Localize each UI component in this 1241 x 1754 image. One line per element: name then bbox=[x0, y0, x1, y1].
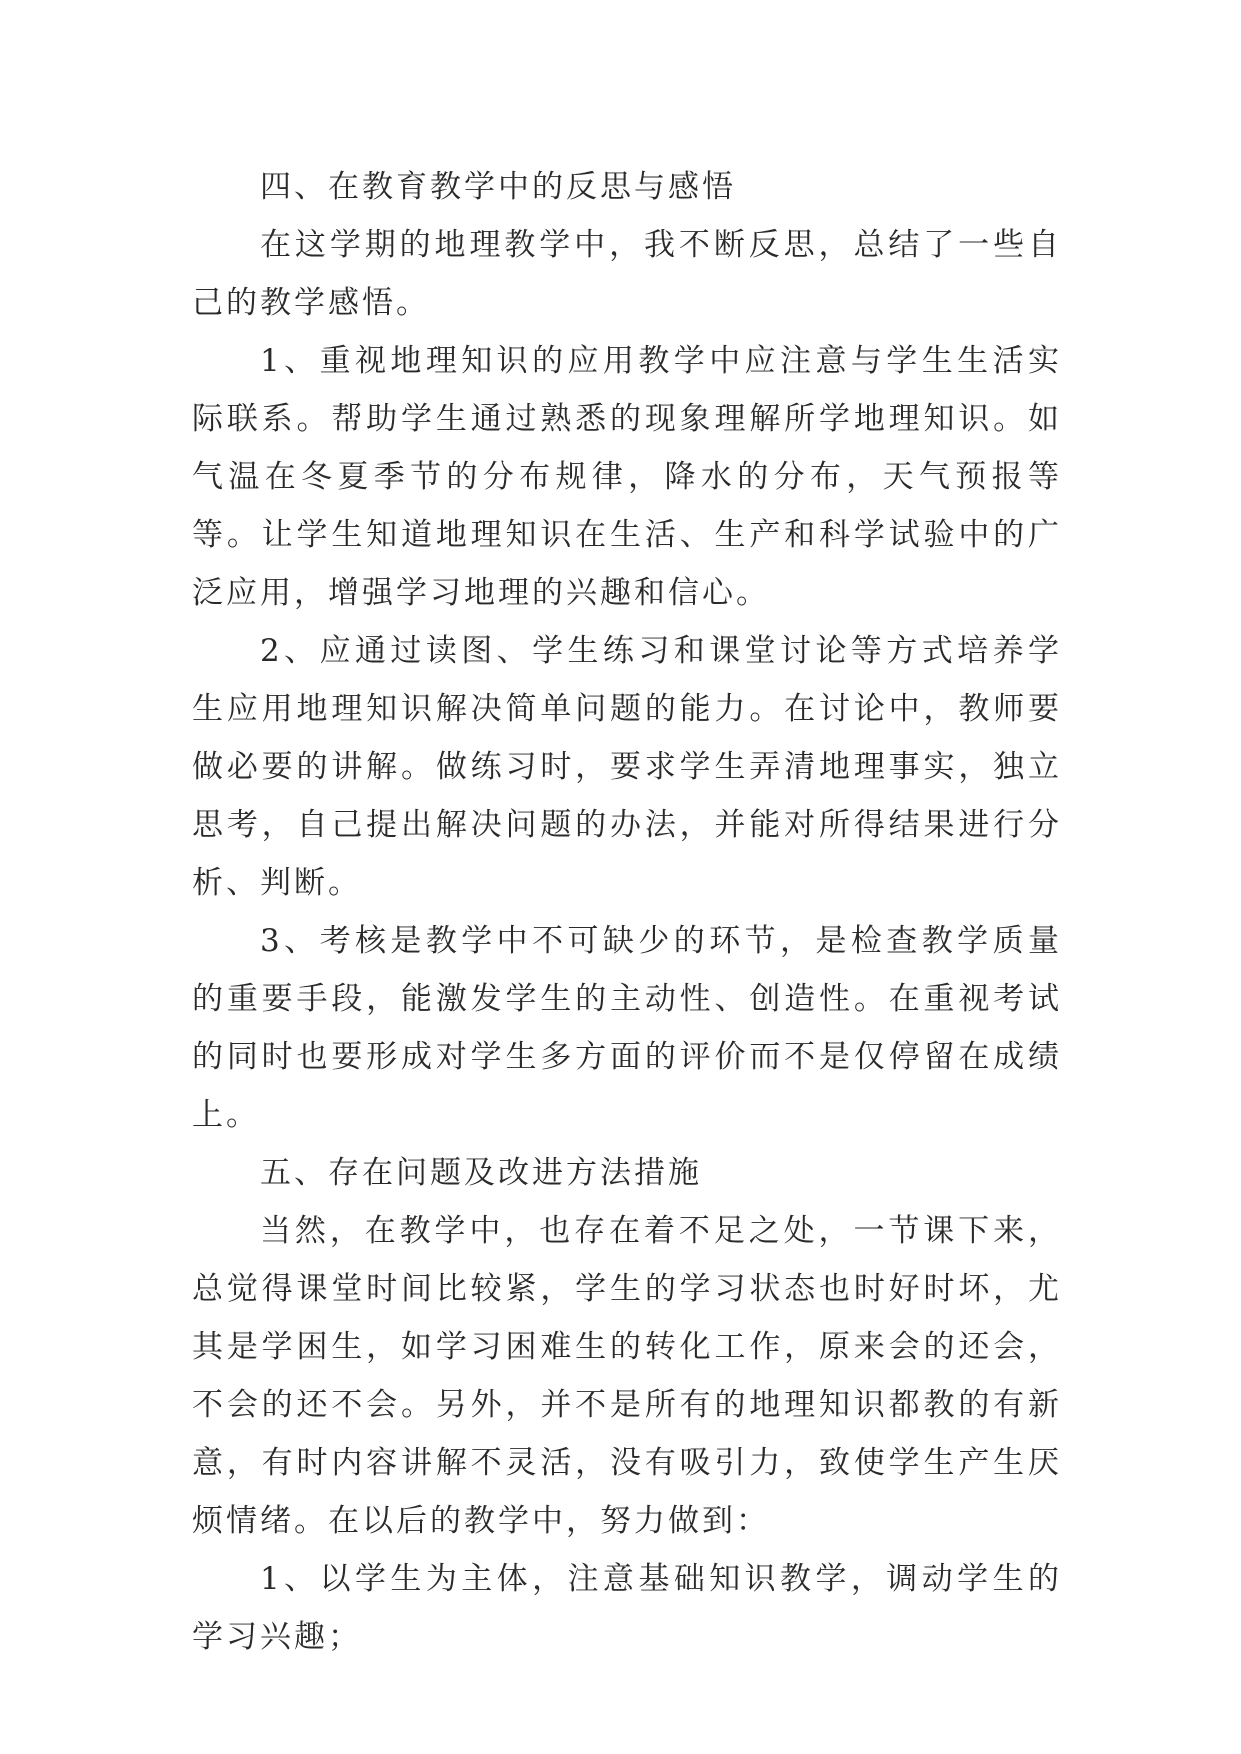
paragraph: 在这学期的地理教学中，我不断反思，总结了一些自己的教学感悟。 bbox=[192, 227, 1062, 321]
paragraph: 当然，在教学中，也存在着不足之处，一节课下来，总觉得课堂时间比较紧，学生的学习状态也时好时坏，尤其是学困生，如学习困难生的转化工作，原来会的还会，不会的还不会。另外，并不是所有的地理知识都教的有新意，有时内容讲解不灵活，没有吸引力，致使学生产生厌烦情绪。在以后的教学中，努力做到： bbox=[192, 1213, 1062, 1539]
section-heading: 四、在教育教学中的反思与感悟 bbox=[260, 169, 736, 205]
section-heading: 五、存在问题及改进方法措施 bbox=[260, 1155, 702, 1191]
document-body bbox=[192, 158, 1062, 1666]
paragraph: 1、以学生为主体，注意基础知识教学，调动学生的学习兴趣； bbox=[192, 1561, 1062, 1655]
paragraph: 1、重视地理知识的应用教学中应注意与学生生活实际联系。帮助学生通过熟悉的现象理解所学地理知识。如气温在冬夏季节的分布规律，降水的分布，天气预报等等。让学生知道地理知识在生活、生产和科学试验中的广泛应用，增强学习地理的兴趣和信心。 bbox=[192, 343, 1062, 611]
paragraph: 3、考核是教学中不可缺少的环节，是检查教学质量的重要手段，能激发学生的主动性、创造性。在重视考试的同时也要形成对学生多方面的评价而不是仅停留在成绩上。 bbox=[192, 923, 1062, 1133]
paragraph: 2、应通过读图、学生练习和课堂讨论等方式培养学生应用地理知识解决简单问题的能力。在讨论中，教师要做必要的讲解。做练习时，要求学生弄清地理事实，独立思考，自己提出解决问题的办法，并能对所得结果进行分析、判断。 bbox=[192, 633, 1062, 901]
